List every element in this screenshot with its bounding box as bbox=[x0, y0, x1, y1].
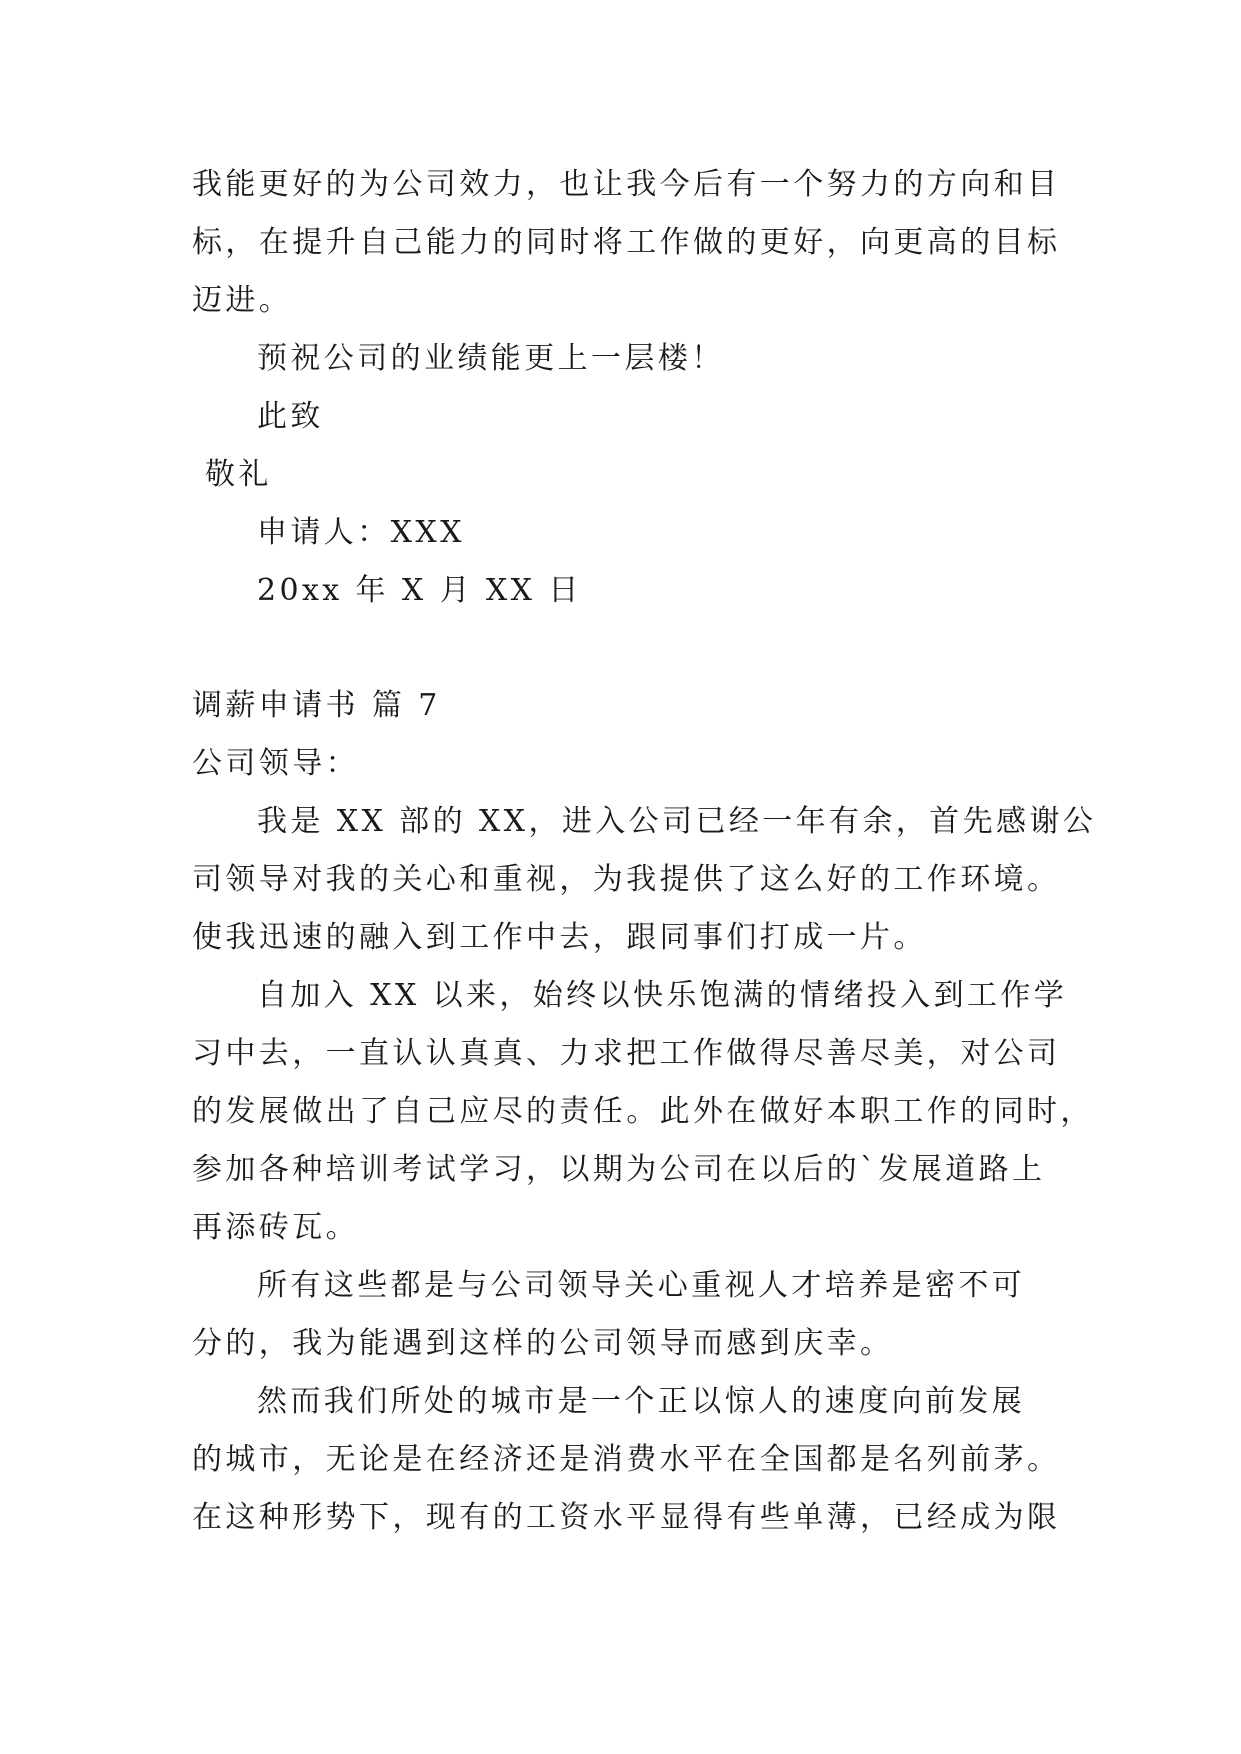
paragraph-line: 所有这些都是与公司领导关心重视人才培养是密不可 bbox=[257, 1268, 1026, 1303]
paragraph-line: 使我迅速的融入到工作中去，跟同事们打成一片。 bbox=[192, 920, 927, 955]
paragraph-line: 习中去，一直认认真真、力求把工作做得尽善尽美，对公司 bbox=[192, 1036, 1061, 1071]
paragraph-line: 然而我们所处的城市是一个正以惊人的速度向前发展 bbox=[257, 1384, 1026, 1419]
paragraph-line: 我是 XX 部的 XX，进入公司已经一年有余，首先感谢公 bbox=[257, 804, 1097, 839]
paragraph-line: 自加入 XX 以来，始终以快乐饱满的情绪投入到工作学 bbox=[257, 978, 1068, 1013]
paragraph-line: 再添砖瓦。 bbox=[192, 1210, 359, 1245]
text-line: 迈进。 bbox=[192, 283, 293, 318]
salutation-line: 敬礼 bbox=[205, 457, 272, 492]
paragraph-line: 的城市，无论是在经济还是消费水平在全国都是名列前茅。 bbox=[192, 1442, 1061, 1477]
text-line: 标，在提升自己能力的同时将工作做的更好，向更高的目标 bbox=[192, 225, 1061, 260]
wish-line: 预祝公司的业绩能更上一层楼！ bbox=[257, 341, 725, 376]
greeting-line: 公司领导： bbox=[192, 746, 359, 781]
text-line: 我能更好的为公司效力，也让我今后有一个努力的方向和目 bbox=[192, 167, 1061, 202]
paragraph-line: 在这种形势下，现有的工资水平显得有些单薄，已经成为限 bbox=[192, 1500, 1061, 1535]
section-title: 调薪申请书 篇 7 bbox=[192, 688, 441, 723]
paragraph-line: 的发展做出了自己应尽的责任。此外在做好本职工作的同时， bbox=[192, 1094, 1094, 1129]
applicant-line: 申请人：XXX bbox=[257, 515, 465, 550]
date-line: 20xx 年 X 月 XX 日 bbox=[257, 573, 582, 608]
paragraph-line: 分的，我为能遇到这样的公司领导而感到庆幸。 bbox=[192, 1326, 894, 1361]
paragraph-line: 参加各种培训考试学习，以期为公司在以后的`发展道路上 bbox=[192, 1152, 1046, 1187]
paragraph-line: 司领导对我的关心和重视，为我提供了这么好的工作环境。 bbox=[192, 862, 1061, 897]
salutation-line: 此致 bbox=[257, 399, 324, 434]
